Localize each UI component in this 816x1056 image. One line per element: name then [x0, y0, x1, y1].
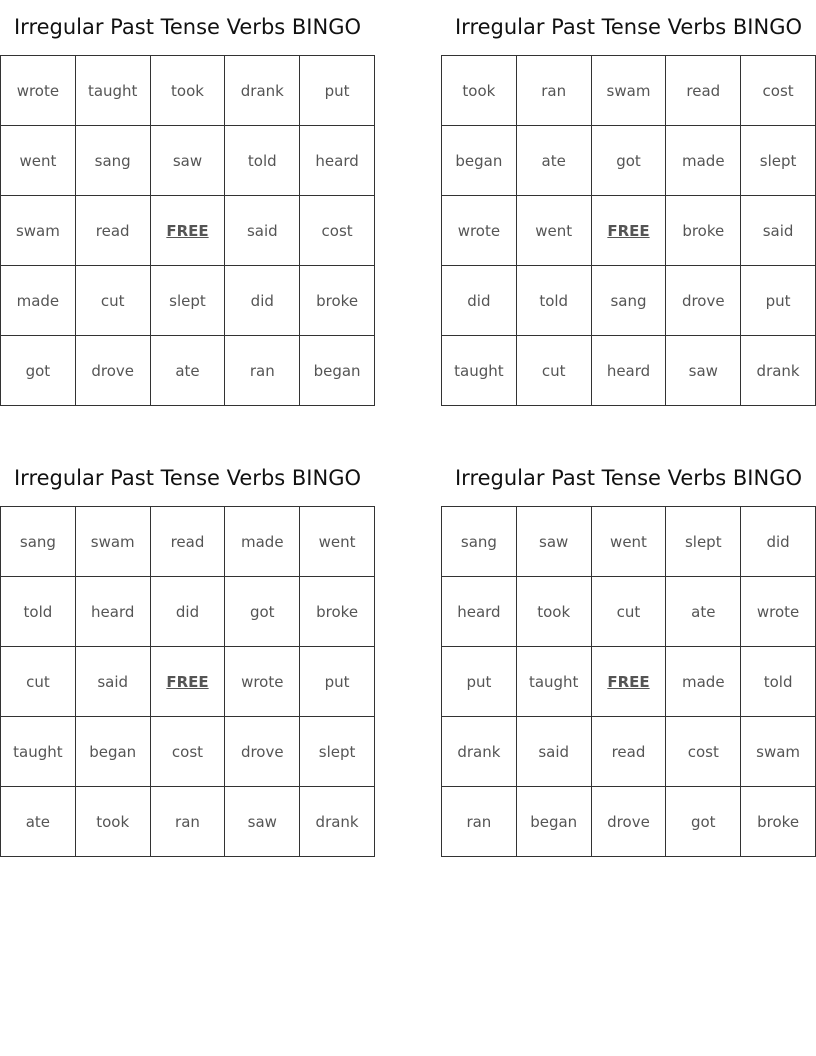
bingo-cell: sang — [442, 507, 517, 577]
bingo-grid — [0, 506, 375, 857]
bingo-cell: drank — [741, 336, 816, 406]
bingo-cell: made — [1, 266, 76, 336]
free-space-cell: FREE — [592, 647, 667, 717]
bingo-cell: saw — [151, 126, 226, 196]
bingo-card-3 — [0, 451, 375, 831]
card-title: Irregular Past Tense Verbs BINGO — [454, 15, 802, 39]
card-title: Irregular Past Tense Verbs BINGO — [13, 15, 361, 39]
bingo-cell: went — [517, 196, 592, 266]
bingo-card-1 — [0, 0, 375, 380]
bingo-cell: cut — [76, 266, 151, 336]
bingo-cell: wrote — [1, 56, 76, 126]
bingo-cell: saw — [517, 507, 592, 577]
bingo-cell: cut — [517, 336, 592, 406]
bingo-cell: ate — [517, 126, 592, 196]
free-space-cell: FREE — [151, 196, 226, 266]
bingo-cell: read — [666, 56, 741, 126]
bingo-cell: did — [442, 266, 517, 336]
bingo-cell: taught — [1, 717, 76, 787]
bingo-cell: saw — [225, 787, 300, 857]
bingo-cell: slept — [666, 507, 741, 577]
bingo-cell: cost — [666, 717, 741, 787]
bingo-cell: got — [666, 787, 741, 857]
free-space-cell: FREE — [592, 196, 667, 266]
bingo-cell: said — [225, 196, 300, 266]
bingo-cell: made — [666, 126, 741, 196]
bingo-cell: wrote — [741, 577, 816, 647]
bingo-cell: did — [741, 507, 816, 577]
bingo-cell: said — [517, 717, 592, 787]
bingo-cell: told — [225, 126, 300, 196]
bingo-cell: took — [517, 577, 592, 647]
bingo-cell: told — [517, 266, 592, 336]
bingo-cell: went — [592, 507, 667, 577]
bingo-cell: swam — [1, 196, 76, 266]
bingo-cell: took — [151, 56, 226, 126]
bingo-cell: began — [442, 126, 517, 196]
bingo-cell: ate — [1, 787, 76, 857]
bingo-cell: ran — [442, 787, 517, 857]
bingo-cell: told — [741, 647, 816, 717]
bingo-cell: heard — [76, 577, 151, 647]
bingo-grid — [0, 55, 375, 406]
bingo-cell: made — [666, 647, 741, 717]
bingo-cell: put — [300, 56, 375, 126]
bingo-cell: ate — [666, 577, 741, 647]
bingo-cell: swam — [592, 56, 667, 126]
bingo-cell: took — [442, 56, 517, 126]
bingo-cell: drove — [666, 266, 741, 336]
bingo-cell: read — [76, 196, 151, 266]
bingo-cell: cut — [1, 647, 76, 717]
bingo-cell: went — [1, 126, 76, 196]
bingo-cell: read — [151, 507, 226, 577]
bingo-cell: did — [225, 266, 300, 336]
bingo-card-4 — [441, 451, 816, 831]
bingo-cell: drank — [300, 787, 375, 857]
bingo-cell: sang — [76, 126, 151, 196]
bingo-cell: swam — [741, 717, 816, 787]
bingo-cell: slept — [741, 126, 816, 196]
bingo-cell: began — [517, 787, 592, 857]
bingo-cell: got — [592, 126, 667, 196]
bingo-cell: heard — [442, 577, 517, 647]
bingo-cell: took — [76, 787, 151, 857]
bingo-cell: cost — [741, 56, 816, 126]
free-space-cell: FREE — [151, 647, 226, 717]
bingo-cell: went — [300, 507, 375, 577]
bingo-cell: cut — [592, 577, 667, 647]
bingo-cell: made — [225, 507, 300, 577]
bingo-cell: taught — [442, 336, 517, 406]
bingo-cell: slept — [300, 717, 375, 787]
bingo-cell: got — [1, 336, 76, 406]
bingo-cell: said — [741, 196, 816, 266]
bingo-cell: sang — [592, 266, 667, 336]
bingo-cell: sang — [1, 507, 76, 577]
bingo-cell: put — [741, 266, 816, 336]
bingo-cell: heard — [592, 336, 667, 406]
bingo-cell: taught — [517, 647, 592, 717]
bingo-cell: wrote — [225, 647, 300, 717]
bingo-cell: did — [151, 577, 226, 647]
bingo-cell: got — [225, 577, 300, 647]
bingo-cell: heard — [300, 126, 375, 196]
bingo-cell: cost — [151, 717, 226, 787]
bingo-cell: began — [300, 336, 375, 406]
bingo-cell: drank — [442, 717, 517, 787]
bingo-cell: ran — [225, 336, 300, 406]
bingo-cell: drove — [76, 336, 151, 406]
bingo-cell: broke — [741, 787, 816, 857]
card-title: Irregular Past Tense Verbs BINGO — [454, 466, 802, 490]
bingo-cell: drove — [592, 787, 667, 857]
bingo-cell: swam — [76, 507, 151, 577]
bingo-cell: saw — [666, 336, 741, 406]
bingo-cell: ran — [517, 56, 592, 126]
bingo-cell: drank — [225, 56, 300, 126]
bingo-cell: put — [300, 647, 375, 717]
bingo-cell: broke — [666, 196, 741, 266]
bingo-cell: broke — [300, 577, 375, 647]
bingo-cell: put — [442, 647, 517, 717]
bingo-cell: slept — [151, 266, 226, 336]
bingo-cell: ran — [151, 787, 226, 857]
card-title: Irregular Past Tense Verbs BINGO — [13, 466, 361, 490]
bingo-cell: taught — [76, 56, 151, 126]
bingo-card-2 — [441, 0, 816, 380]
bingo-cell: drove — [225, 717, 300, 787]
bingo-grid — [441, 55, 816, 406]
bingo-cell: cost — [300, 196, 375, 266]
bingo-cell: wrote — [442, 196, 517, 266]
bingo-grid — [441, 506, 816, 857]
bingo-cell: said — [76, 647, 151, 717]
bingo-cell: broke — [300, 266, 375, 336]
bingo-cell: ate — [151, 336, 226, 406]
bingo-cell: read — [592, 717, 667, 787]
bingo-cell: began — [76, 717, 151, 787]
bingo-cell: told — [1, 577, 76, 647]
